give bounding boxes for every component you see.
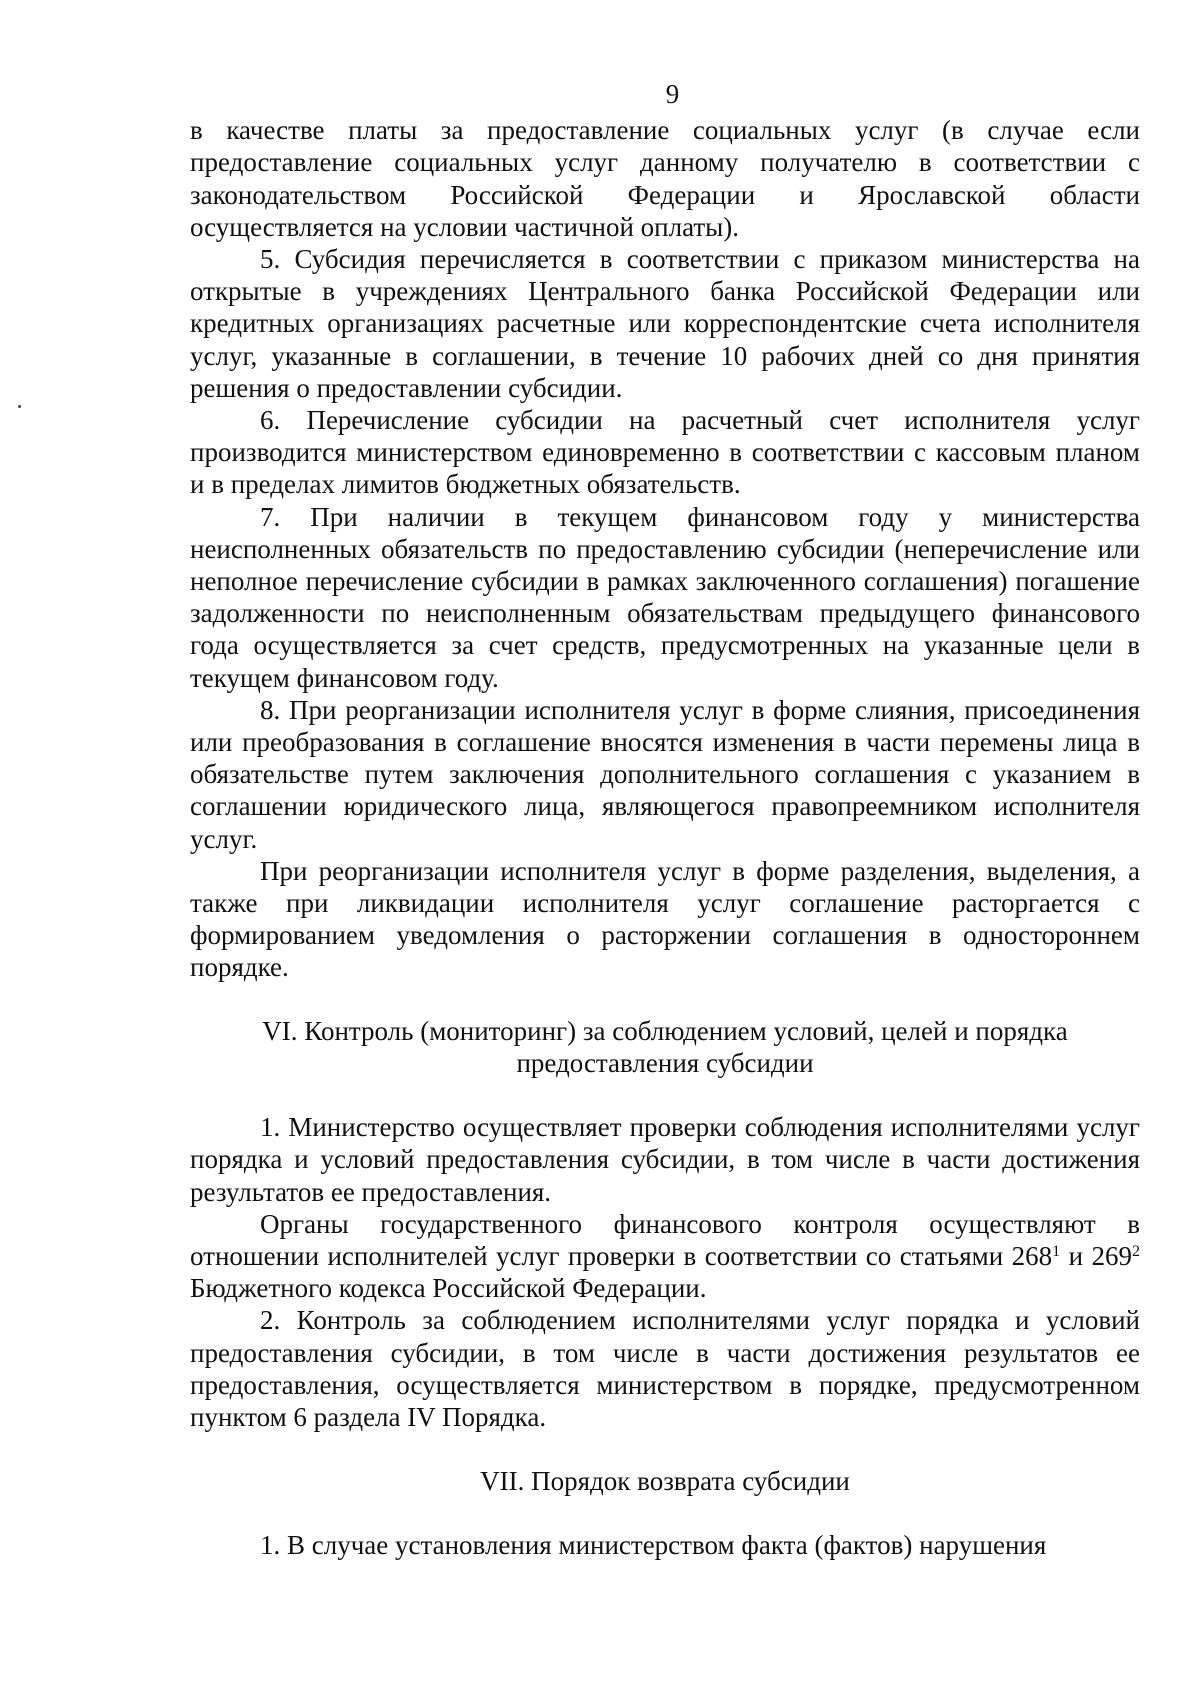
- paragraph-item-6: 6. Перечисление субсидии на расчетный счет исполнителя услуг производится министерством единовременно в соответствии с кассовым планом и в пределах лимитов бюджетных обязательств.: [190, 405, 1140, 500]
- scan-speck: [18, 405, 21, 408]
- section-6-item-1: 1. Министерство осуществляет проверки соблюдения исполнителями услуг порядка и условий предоставления субсидии, в том числе в части достижения результатов ее предоставления.: [190, 1112, 1140, 1207]
- paragraph-item-7: 7. При наличии в текущем финансовом году у министерства неисполненных обязательств по предоставлению субсидии (неперечисление или неполное перечисление субсидии в рамках заключенного соглашения) погашение задолженности по неисполненным обязательствам предыдущего финансового года осуществляется за счет средств, предусмотренных на указанные цели в текущем финансовом году.: [190, 501, 1140, 693]
- section-6-title-line-1: VI. Контроль (мониторинг) за соблюдением условий, целей и порядка: [262, 1015, 1068, 1046]
- document-page: [190, 78, 1140, 1562]
- section-7-item-1: 1. В случае установления министерством факта (фактов) нарушения: [260, 1530, 1047, 1561]
- paragraph-reorganization: При реорганизации исполнителя услуг в форме разделения, выделения, а также при ликвидации исполнителя услуг соглашение расторгается с формированием уведомления о расторжении соглашения в одностороннем порядке.: [190, 855, 1140, 983]
- control-bodies-text-b: и 269: [1060, 1240, 1133, 1271]
- paragraph-item-5: 5. Субсидия перечисляется в соответствии с приказом министерства на открытые в учреждениях Центрального банка Российской Федерации или кредитных организациях расчетные или корреспондентские счета исполнителя услуг, указанные в соглашении, в течение 10 рабочих дней со дня принятия решения о предоставлении субсидии.: [190, 244, 1140, 403]
- control-bodies-text-c: Бюджетного кодекса Российской Федерации.: [190, 1273, 707, 1304]
- control-bodies-text-a: Органы государственного финансового контроля осуществляют в отношении исполнителей услуг проверки в соответствии со статьями 268: [190, 1208, 1140, 1271]
- paragraph-item-8: 8. При реорганизации исполнителя услуг в форме слияния, присоединения или преобразования в соглашение вносятся изменения в части перемены лица в обязательстве путем заключения дополнительного соглашения с указанием в соглашении юридического лица, являющегося правопреемником исполнителя услуг.: [190, 694, 1140, 854]
- section-6-item-2: 2. Контроль за соблюдением исполнителями услуг порядка и условий предоставления субсидии, в том числе в части достижения результатов ее предоставления, осуществляется министерством в порядке, предусмотренном пунктом 6 раздела IV Порядка.: [190, 1305, 1140, 1432]
- section-7-title: VII. Порядок возврата субсидии: [480, 1466, 850, 1497]
- section-6-title-line-2: предоставления субсидии: [516, 1047, 814, 1078]
- section-6-control-bodies: [190, 1208, 1140, 1305]
- superscript-1: 1: [1052, 1242, 1061, 1260]
- superscript-2: 2: [1132, 1242, 1141, 1260]
- page-number: 9: [665, 79, 680, 109]
- paragraph-continuation: в качестве платы за предоставление социальных услуг (в случае если предоставление социальных услуг данному получателю в соответствии с законодательством Российской Федерации и Ярославской области осуществляется на условии частичной оплаты).: [190, 115, 1140, 242]
